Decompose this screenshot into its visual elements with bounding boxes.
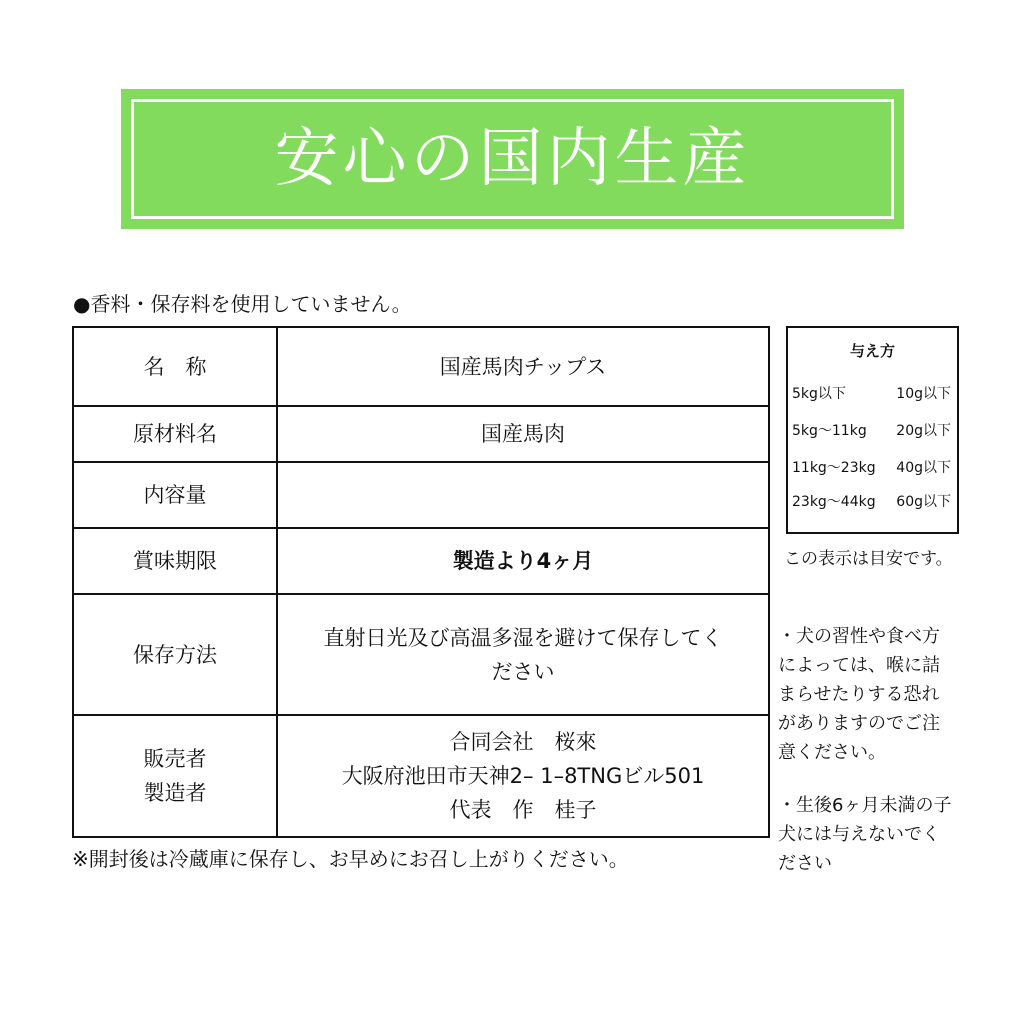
table-row <box>73 528 769 594</box>
feeding-row <box>788 384 957 404</box>
warning-line: ・犬の習性や食べ方 <box>778 626 940 647</box>
row-label-seller <box>73 715 277 837</box>
feeding-guide-box <box>786 326 959 534</box>
warning-line: ・生後6ヶ月未満の子 <box>778 795 952 816</box>
warning-line: まらせたりする恐れ <box>778 684 940 705</box>
product-spec-table <box>72 326 770 838</box>
feeding-weight: 23kg～44kg <box>792 494 876 510</box>
row-value-best-before: 製造より4ヶ月 <box>277 528 769 594</box>
storage-after-opening-notice: ※開封後は冷蔵庫に保存し、お早めにお召し上がりください。 <box>72 847 629 871</box>
banner <box>121 89 904 229</box>
feeding-row <box>788 458 957 478</box>
seller-line: 代表 作 桂子 <box>449 798 597 822</box>
feeding-guide-note: この表示は目安です。 <box>784 549 953 569</box>
warning-line: ださい <box>778 853 832 874</box>
storage-line: 直射日光及び高温多湿を避けて保存してく <box>323 625 723 650</box>
seller-label-line: 製造者 <box>143 781 207 805</box>
row-value-storage <box>277 594 769 715</box>
feeding-row <box>788 492 957 512</box>
row-label-contents: 内容量 <box>73 462 277 528</box>
feeding-guide-title: 与え方 <box>849 342 895 360</box>
feeding-weight: 5kg～11kg <box>792 423 867 439</box>
choking-warning <box>778 622 988 767</box>
row-value-ingredients: 国産馬肉 <box>277 406 769 462</box>
feeding-amount: 40g以下 <box>896 460 951 476</box>
storage-line: ださい <box>491 659 555 684</box>
banner-frame <box>131 99 894 219</box>
feeding-amount: 60g以下 <box>896 494 951 510</box>
table-row <box>73 462 769 528</box>
seller-line: 大阪府池田市天神2– 1–8TNGビル501 <box>341 764 705 788</box>
row-value-seller <box>277 715 769 837</box>
table-row <box>73 327 769 406</box>
row-value-name: 国産馬肉チップス <box>277 327 769 406</box>
warning-line: がありますのでご注 <box>778 713 940 734</box>
table-row <box>73 594 769 715</box>
puppy-warning <box>778 791 988 878</box>
row-label-ingredients: 原材料名 <box>73 406 277 462</box>
warning-line: 意ください。 <box>778 742 886 763</box>
feeding-amount: 20g以下 <box>896 423 951 439</box>
feeding-weight: 5kg以下 <box>792 386 846 402</box>
seller-label-line: 販売者 <box>143 747 207 771</box>
warning-line: によっては、喉に詰 <box>778 655 940 676</box>
table-row <box>73 715 769 837</box>
no-additives-notice: ●香料・保存料を使用していません。 <box>73 292 412 316</box>
feeding-row <box>788 421 957 441</box>
feeding-weight: 11kg～23kg <box>792 460 876 476</box>
row-label-storage: 保存方法 <box>73 594 277 715</box>
warning-line: 犬には与えないでく <box>778 824 940 845</box>
row-label-best-before: 賞味期限 <box>73 528 277 594</box>
row-value-contents <box>277 462 769 528</box>
seller-line: 合同会社 桜來 <box>449 730 597 754</box>
banner-title: 安心の国内生産 <box>274 122 751 196</box>
row-label-name: 名 称 <box>73 327 277 406</box>
table-row <box>73 406 769 462</box>
feeding-amount: 10g以下 <box>896 386 951 402</box>
